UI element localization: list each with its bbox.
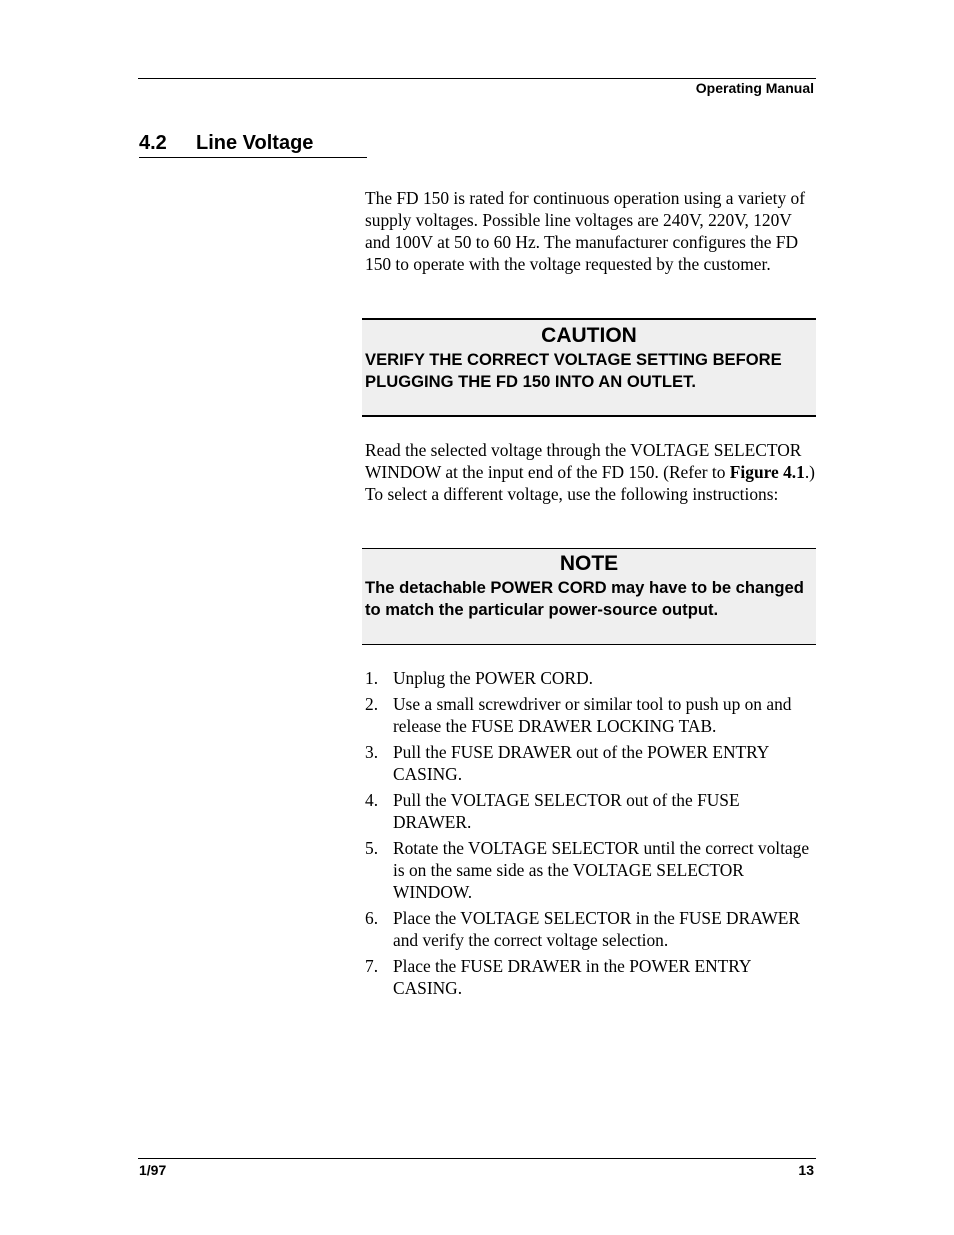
- section-number: 4.2: [139, 132, 167, 154]
- step-number: 3.: [365, 742, 379, 762]
- instruction-list: [365, 667, 817, 1003]
- list-item: [365, 693, 817, 737]
- list-item: [365, 837, 817, 903]
- running-header: Operating Manual: [695, 80, 814, 96]
- step-number: 7.: [365, 956, 379, 976]
- footer-rule: [138, 1158, 816, 1159]
- step-number: 6.: [365, 908, 379, 928]
- figure-reference: Figure 4.1: [729, 462, 805, 482]
- note-box: [362, 548, 816, 645]
- caution-text: VERIFY THE CORRECT VOLTAGE SETTING BEFORE PLUGGING THE FD 150 INTO AN OUTLET.: [365, 350, 782, 391]
- list-item: [365, 741, 817, 785]
- note-text: The detachable POWER CORD may have to be changed to match the particular power-source output.: [365, 578, 804, 619]
- list-item: [365, 667, 817, 689]
- step-text: Rotate the VOLTAGE SELECTOR until the correct voltage is on the same side as the VOLTAGE SELECTOR WINDOW.: [393, 838, 810, 902]
- step-number: 1.: [365, 668, 379, 688]
- step-text: Place the VOLTAGE SELECTOR in the FUSE DRAWER and verify the correct voltage selection.: [393, 908, 801, 950]
- step-text: Pull the VOLTAGE SELECTOR out of the FUSE DRAWER.: [393, 790, 740, 832]
- caution-title: CAUTION: [541, 324, 637, 347]
- list-item: [365, 907, 817, 951]
- section-title: Line Voltage: [196, 132, 314, 154]
- selector-paragraph: [365, 439, 817, 505]
- step-number: 4.: [365, 790, 379, 810]
- note-title: NOTE: [559, 552, 619, 575]
- intro-paragraph: The FD 150 is rated for continuous operation using a variety of supply voltages. Possible line voltages are 240V, 220V, 120V and 100V at 50 to 60 Hz. The manufacturer configures the FD 150 to operate with the voltage requested by the customer.: [365, 188, 805, 274]
- step-number: 5.: [365, 838, 379, 858]
- header-rule: [138, 78, 816, 79]
- step-text: Pull the FUSE DRAWER out of the POWER ENTRY CASING.: [393, 742, 769, 784]
- selector-paragraph-after: .) To select a different voltage, use the following instructions:: [365, 462, 815, 504]
- caution-box: [362, 318, 816, 417]
- step-text: Place the FUSE DRAWER in the POWER ENTRY CASING.: [393, 956, 751, 998]
- step-number: 2.: [365, 694, 379, 714]
- step-text: Use a small screwdriver or similar tool to push up on and release the FUSE DRAWER LOCKING TAB.: [393, 694, 792, 736]
- list-item: [365, 955, 817, 999]
- page-number: 13: [798, 1162, 814, 1178]
- step-text: Unplug the POWER CORD.: [393, 668, 593, 688]
- selector-paragraph-before: Read the selected voltage through the VOLTAGE SELECTOR WINDOW at the input end of the FD 150. (Refer to: [365, 440, 802, 482]
- list-item: [365, 789, 817, 833]
- section-heading: [139, 131, 367, 158]
- footer-date: 1/97: [139, 1162, 167, 1178]
